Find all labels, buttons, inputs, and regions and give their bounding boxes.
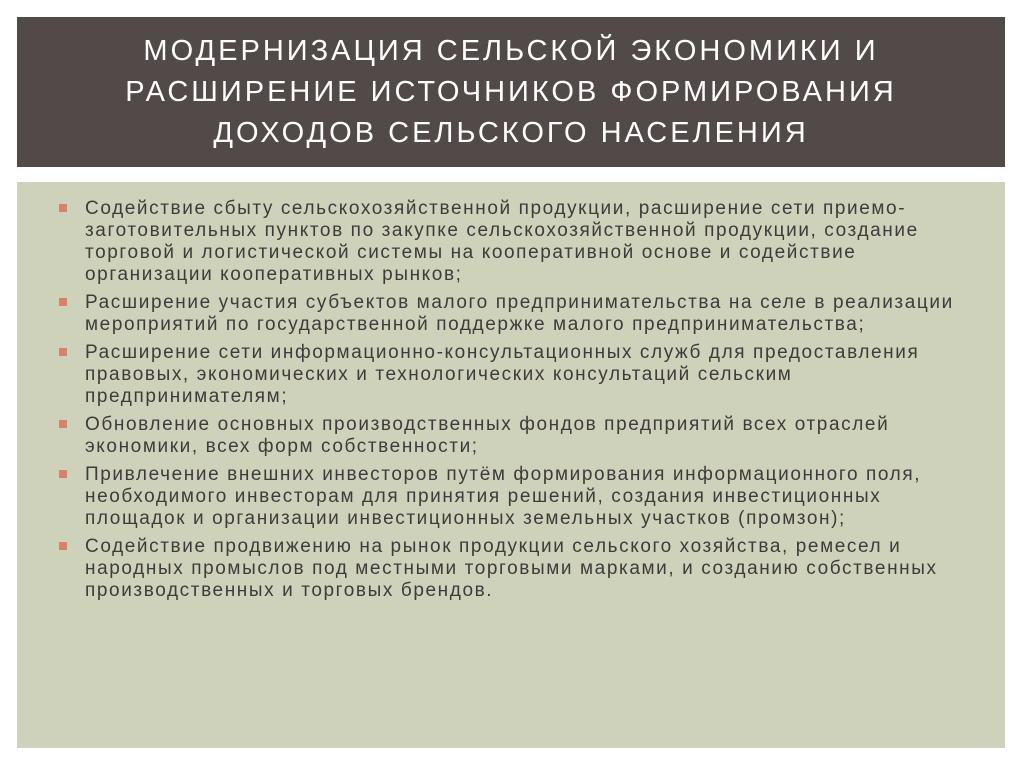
bullet-text: Содействие продвижению на рынок продукции сельского хозяйства, ремесел и народных промыслов под местными торговыми марками, и созданию собственных производственных и торговых брендов. bbox=[85, 536, 938, 601]
bullet-item bbox=[57, 536, 965, 602]
bullet-list bbox=[57, 198, 965, 602]
slide-title: МОДЕРНИЗАЦИЯ СЕЛЬСКОЙ ЭКОНОМИКИ И РАСШИРЕНИЕ ИСТОЧНИКОВ ФОРМИРОВАНИЯ ДОХОДОВ СЕЛЬСКОГО НАСЕЛЕНИЯ bbox=[125, 34, 897, 149]
square-bullet-icon bbox=[59, 470, 67, 478]
square-bullet-icon bbox=[59, 542, 67, 550]
bullet-item bbox=[57, 292, 965, 336]
bullet-text: Привлечение внешних инвесторов путём формирования информационного поля, необходимого инвесторам для принятия решений, создания инвестиционных площадок и организации инвестиционных земельных участков (промзон); bbox=[85, 464, 922, 529]
bullet-item bbox=[57, 198, 965, 286]
bullet-item bbox=[57, 342, 965, 408]
bullet-text: Расширение сети информационно-консультационных служб для предоставления правовых, экономических и технологических консультаций сельским предпринимателям; bbox=[85, 342, 920, 407]
bullet-text: Обновление основных производственных фондов предприятий всех отраслей экономики, всех форм собственности; bbox=[85, 414, 890, 457]
square-bullet-icon bbox=[59, 348, 67, 356]
square-bullet-icon bbox=[59, 298, 67, 306]
bullet-text: Содействие сбыту сельскохозяйственной продукции, расширение сети приемо-заготовительных пунктов по закупке сельскохозяйственной продукции, создание торговой и логистической системы на кооперативной основе и содействие организации кооперативных рынков; bbox=[85, 198, 919, 285]
bullet-text: Расширение участия субъектов малого предпринимательства на селе в реализации мероприятий по государственной поддержке малого предпринимательства; bbox=[85, 292, 954, 335]
content-area bbox=[17, 182, 1005, 748]
bullet-item bbox=[57, 464, 965, 530]
bullet-item bbox=[57, 414, 965, 458]
square-bullet-icon bbox=[59, 204, 67, 212]
square-bullet-icon bbox=[59, 420, 67, 428]
title-bar bbox=[17, 17, 1005, 167]
